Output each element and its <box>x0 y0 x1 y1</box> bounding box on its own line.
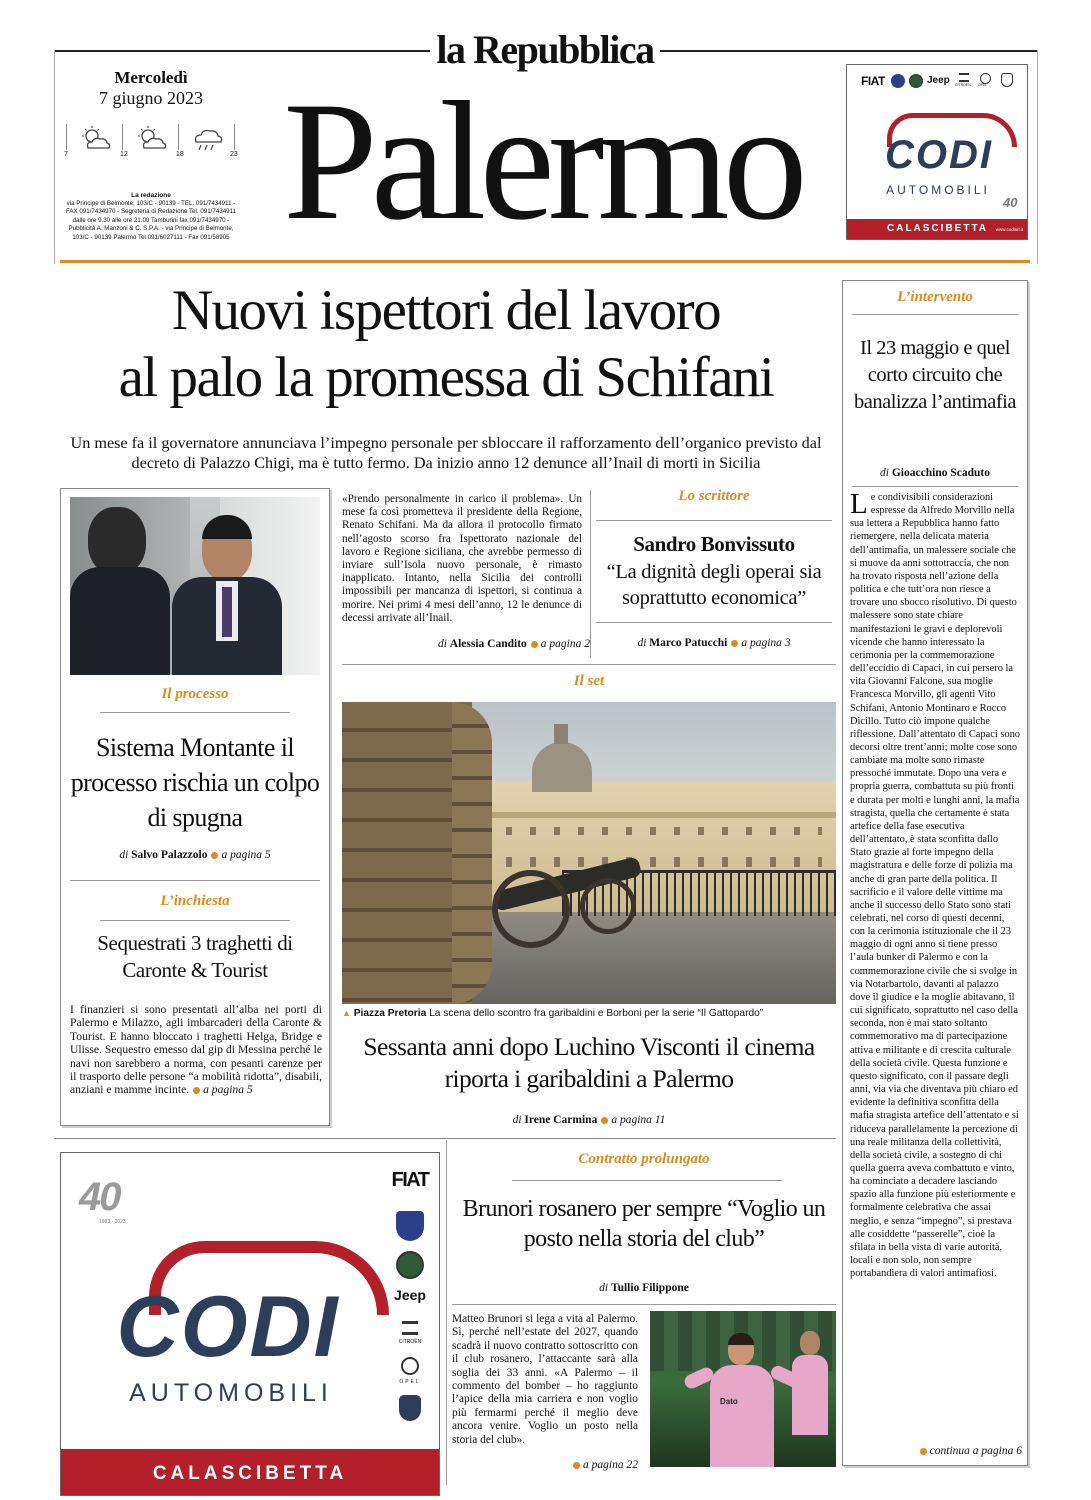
dropcap: L <box>850 488 868 520</box>
ad-url[interactable]: www.codisrl.it <box>995 227 1023 232</box>
inquiry-body <box>70 1003 322 1097</box>
sport-rule <box>512 1180 782 1181</box>
bullet-icon <box>920 1448 927 1455</box>
masthead-left-border <box>54 50 55 264</box>
citroen-chevron-icon <box>402 1321 418 1335</box>
masthead-top-rule-right <box>660 50 1038 52</box>
ad-brand-fiat: FIAT <box>391 1169 429 1191</box>
caption-place: Piazza Pretoria <box>353 1008 427 1019</box>
set-photo[interactable] <box>342 702 836 1004</box>
sport-col-divider <box>446 1140 447 1485</box>
lead-photo[interactable] <box>70 497 320 675</box>
lancia-badge-icon <box>396 1211 424 1241</box>
sport-text: Matteo Brunori si lega a vita al Palermo. Sì, perché nell’estate del 2027, quando scadrà il nuovo contratto sottoscritto con il club rosanero, l’attaccante sarà alla soglia dei 33 anni. «A Palermo – il commento del bomber – ho raggiunto l’apice della mia carriera e non voglio più fermarmi perché il meglio deve ancora venire. Voglio un posto nella storia del club». <box>452 1313 638 1446</box>
rain-cloud-icon <box>190 126 226 154</box>
page-ref[interactable]: a pagina 5 <box>203 1083 253 1097</box>
sport-photo[interactable]: Dato <box>650 1311 836 1467</box>
ad-anniversary: 40 <box>79 1175 120 1219</box>
citroen-chevron-icon <box>959 73 969 82</box>
ad-brand-fiat: FIAT <box>861 74 885 88</box>
caption-text: La scena dello scontro fra garibaldini e Borboni per la serie “Il Gattopardo” <box>429 1008 764 1019</box>
weather-hour: 23 <box>230 151 238 158</box>
byline-prefix: di <box>880 467 889 479</box>
process-bottom-rule <box>70 880 320 881</box>
byline-author: Gioacchino Scaduto <box>891 467 990 479</box>
ad-brand-opel: OPEL <box>978 83 988 87</box>
bullet-icon <box>211 852 218 859</box>
opinion-byline <box>846 467 1024 479</box>
date-day: Mercoledì <box>114 68 188 87</box>
set-top-rule <box>342 664 836 665</box>
byline-prefix: di <box>437 638 447 650</box>
redazione-text: via Principe di Belmonte, 103/C - 90139 - TEL. 091/7434911 - FAX 091/7434970 - Segreteria di Redazione Tel. 091/7434911 dalle ore 9.30 alle ore 21.00 Tamburini fax 091/7434970 - Pubblicità A. Manzoni & C. S.P.A. - via Principe di Belmonte, 103/C - 90139 Palermo Tel 091/6027111 - Fax 091/58905 <box>65 200 237 241</box>
opinion-kicker: L’intervento <box>897 289 973 305</box>
page-ref[interactable]: a pagina 11 <box>611 1114 666 1126</box>
byline-prefix: di <box>599 1282 609 1294</box>
page-ref[interactable]: a pagina 3 <box>741 637 791 649</box>
ad-brand-citroen: CITROËN <box>398 1339 422 1345</box>
opinion-headline[interactable]: Il 23 maggio e quel corto circuito che banalizza l’antimafia <box>854 337 1016 413</box>
byline-prefix: di <box>512 1114 522 1126</box>
weather-hour: 7 <box>64 151 68 158</box>
set-caption <box>342 1008 836 1019</box>
byline-prefix: di <box>119 849 129 861</box>
peugeot-badge-icon <box>399 1395 421 1421</box>
page-ref[interactable]: a pagina 22 <box>583 1459 638 1471</box>
peugeot-badge-icon <box>1001 73 1013 87</box>
writer-byline <box>596 637 832 649</box>
ad-top[interactable] <box>846 64 1028 240</box>
byline-prefix: di <box>637 637 647 649</box>
weather-hour: 18 <box>176 151 184 158</box>
process-rule <box>100 712 290 713</box>
page-ref[interactable]: continua a pagina 6 <box>929 1445 1022 1457</box>
inquiry-text: I finanzieri si sono presentati all’alba nei porti di Palermo e Milazzo, agli imbarcaderi della Caronte & Tourist. E hanno bloccato i traghetti Helga, Bridge e Ulisse. Sequestro emesso dal gip di Messina perché le navi non sarebbero a norma, con pesanti carenze per il trasporto delle persone “a mobilità ridotta”, disabili, anziani e mamme incinte. <box>70 1003 322 1097</box>
byline-author: Salvo Palazzolo <box>131 849 208 861</box>
ad-brand-opel: OPEL <box>399 1379 421 1385</box>
byline-author: Irene Carmina <box>524 1114 598 1126</box>
writer-name: Sandro Bonvissuto <box>633 532 795 556</box>
sport-page <box>452 1459 638 1471</box>
opel-badge-icon <box>401 1357 419 1375</box>
ad-location <box>847 219 1027 239</box>
ad-brand-column <box>387 1169 433 1439</box>
bullet-icon <box>531 641 538 648</box>
lancia-badge-icon <box>891 74 905 88</box>
sport-byline <box>452 1282 836 1294</box>
lead-col-divider <box>590 490 591 658</box>
writer-byline-rule <box>596 622 832 623</box>
lead-headline-line1: Nuovi ispettori del lavoro <box>171 279 721 342</box>
alfa-badge-icon <box>396 1251 424 1279</box>
opinion-rule <box>852 314 1018 315</box>
page-ref[interactable]: a pagina 5 <box>221 849 271 861</box>
page-ref[interactable]: a pagina 2 <box>540 638 590 650</box>
lead-text: «Prendo personalmente in carico il problema». Un mese fa così prometteva il presidente della Regione, Renato Schifani. Ma da allora il protocollo firmato nell’agosto scorso fra Ispettorato nazionale del lavoro e Regione siciliana, che avrebbe permesso di inviare sull’Isola nuovo personale, è rimasto inapplicato. Intanto, nella Sicilia dei controlli impossibili per mancanza di ispettori, si continua a morire. Nei primi 4 mesi dell’anno, 12 le denunce di decessi arrivate all’Inail. <box>342 493 582 624</box>
inquiry-rule <box>100 920 290 921</box>
ad-location <box>61 1449 439 1495</box>
masthead-right-border <box>1037 50 1038 264</box>
ad-logo-sub: AUTOMOBILI <box>886 183 990 197</box>
inquiry-headline[interactable]: Sequestrati 3 traghetti di Caronte & Tourist <box>97 931 293 982</box>
sun-cloud-icon <box>134 126 170 152</box>
bullet-icon <box>601 1117 608 1124</box>
ad-brand-citroen: CITROËN <box>955 83 971 87</box>
ad-anniversary: 40 <box>1003 195 1018 210</box>
bullet-icon <box>193 1087 200 1094</box>
brand-name[interactable]: la Repubblica <box>436 27 654 72</box>
byline-author: Marco Patucchi <box>649 637 728 649</box>
set-byline <box>342 1114 836 1126</box>
opinion-byline-rule <box>852 486 1018 487</box>
bullet-icon <box>731 640 738 647</box>
redazione-title: La redazione <box>131 192 171 199</box>
inquiry-kicker: L’inchiesta <box>160 893 230 909</box>
caption-arrow-icon: ▲ <box>342 1008 351 1018</box>
writer-rule <box>596 520 832 521</box>
weather-hour: 12 <box>120 151 128 158</box>
sport-body <box>452 1313 638 1447</box>
ad-bottom[interactable] <box>60 1152 440 1496</box>
writer-kicker: Lo scrittore <box>678 488 750 504</box>
sport-byline-rule <box>452 1304 836 1305</box>
ad-location-label: CALASCIBETTA <box>887 223 989 234</box>
ad-logo: CODI <box>116 1279 340 1375</box>
lead-subtitle: Un mese fa il governatore annunciava l’impegno personale per sbloccare il rafforzamento dell’organico previsto dal decreto di Palazzo Chigi, ma è tutto fermo. Da inizio anno 12 denunce all’Inail di morti in Sicilia <box>70 434 822 472</box>
process-kicker: Il processo <box>161 686 229 702</box>
byline-author: Alessia Candito <box>449 638 527 650</box>
masthead-accent-rule <box>60 260 1030 263</box>
ad-location-label: CALASCIBETTA <box>152 1463 348 1484</box>
weather-strip <box>64 124 240 160</box>
set-headline[interactable]: Sessanta anni dopo Luchino Visconti il cinema riporta i garibaldini a Palermo <box>363 1032 815 1093</box>
date-full: 7 giugno 2023 <box>98 88 203 108</box>
opinion-body <box>850 488 1020 1280</box>
sun-cloud-icon <box>78 126 114 152</box>
ad-logo-sub: AUTOMOBILI <box>129 1379 333 1407</box>
writer-quote[interactable]: “La dignità degli operai sia soprattutto economica” <box>606 561 822 609</box>
ad-brand-jeep: Jeep <box>927 75 950 86</box>
opinion-page <box>846 1445 1022 1457</box>
ad-brand-jeep: Jeep <box>394 1287 426 1303</box>
opel-badge-icon <box>980 73 991 84</box>
sport-kicker: Contratto prolungato <box>578 1151 710 1167</box>
process-byline <box>70 849 320 861</box>
ad-logo: CODI <box>885 133 993 177</box>
edition-title: Palermo <box>283 67 801 255</box>
process-headline[interactable]: Sistema Montante il processo rischia un colpo di spugna <box>70 733 320 832</box>
lead-headline-line2: al palo la promessa di Schifani <box>118 346 774 409</box>
bullet-icon <box>573 1462 580 1469</box>
ad-anniversary-years: 1983 · 2023 <box>99 1219 126 1225</box>
alfa-badge-icon <box>909 74 923 88</box>
opinion-text: e condivisibili considerazioni espresse da Alfredo Morvillo nella sua lettera a Repubblica hanno fatto riemergere, nella delicata materia dell’antimafia, un malessere sociale che si muove da anni sottotraccia, che non ha trovato risposta nell’azione della politica e che tutt’ora non riesce a trovare uno sbocco risolutivo. Di questo malessere sono state chiare manifestazioni le gravi e deplorevoli vicende che hanno interessato la cerimonia per la commemorazione dell’eccidio di Capaci, in cui persero la vita Giovanni Falcone, sua moglie Francesca Morvillo, gli agenti Vito Schifani, Antonio Montinaro e Rocco Dicillo. Tutto ciò impone qualche riflessione. Dall’attentato di Capaci sono decorsi oltre trent’anni; molte cose sono cambiate ma molte sono rimaste pressoché immutate. Dopo una vera e propria guerra, combattuta su più fronti e durata per molti e lunghi anni, la mafia stragista, quella che certamente è stata artefice della fase esecutiva dell’attentato, è stata sconfitta dallo Stato grazie al forte impegno della magistratura e delle forze di polizia ma anche di gran parte della politica. Il sacrificio e il valore delle vittime ma anche il successo dello Stato sono stati celebrati, nel corso di questi decenni, con la cerimonia istituzionale che il 23 maggio di ogni anno si tiene presso l’aula bunker di Palermo e con la commemorazione civile che si svolge in via Notarbartolo, davanti al palazzo dove il giudice e la moglie abitavano, il cui significato, soprattutto nel caso della seconda, non è mai stato soltanto commemorativo ma di partecipazione attiva e militante e di crescita culturale della società civile. Questa funzione e questo significato, con il passare degli anni, via via che diventava più chiaro ed evidente la definitiva sconfitta della mafia stragista artefice dell’attentato e si riduceva parallelamente la percezione di una reale militanza della collettività, della società civile, a sostegno di chi quella guerra aveva combattuto e vinto, ha cominciato a decadere lasciando spazio alla funzione più esteriormente e formalmente celebrativa che assai meglio, e senza “impegno”, si prestava alle cosiddette “passerelle”, cioè la sfilata in bella vista di varie autorità, locali e non solo, non sempre portabandiera di valori antimafiosi. <box>850 492 1020 1280</box>
sport-headline[interactable]: Brunori rosanero per sempre “Voglio un posto nella storia del club” <box>462 1196 826 1252</box>
set-kicker: Il set <box>573 673 605 689</box>
byline-author: Tullio Filippone <box>610 1282 689 1294</box>
lead-body <box>342 493 582 625</box>
lead-byline <box>400 638 590 650</box>
bottom-section-rule <box>54 1138 836 1139</box>
masthead-top-rule-left <box>54 50 430 52</box>
